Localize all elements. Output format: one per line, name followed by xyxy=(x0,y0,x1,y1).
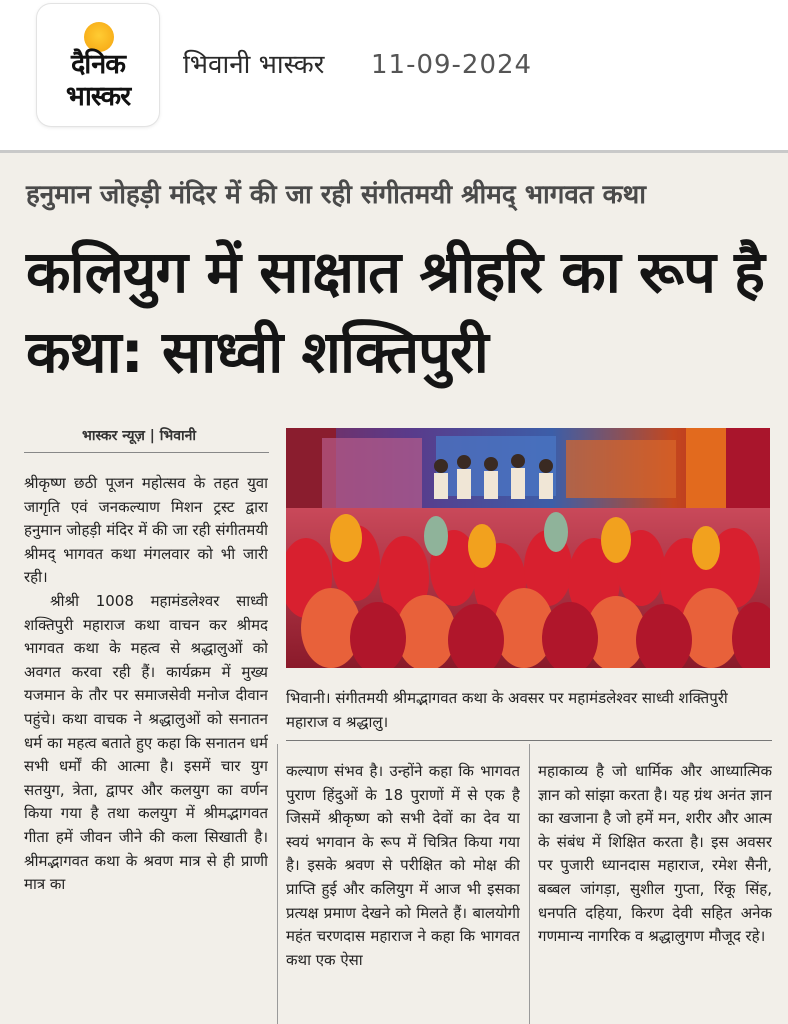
logo-text-line1: दैनिक xyxy=(70,49,126,80)
column-rule xyxy=(277,744,278,1024)
article-headline: कलियुग में साक्षात श्रीहरि का रूप है कथा: साध्वी शक्तिपुरी xyxy=(26,238,764,386)
article-byline: भास्कर न्यूज़ | भिवानी xyxy=(82,428,197,444)
article-kicker: हनुमान जोहड़ी मंदिर में की जा रही संगीतमयी श्रीमद् भागवत कथा xyxy=(26,180,646,210)
app-header xyxy=(0,0,788,150)
paragraph: महाकाव्य है जो धार्मिक और आध्यात्मिक ज्ञान को सांझा करता है। यह ग्रंथ अनंत ज्ञान का खजाना है जो हमें मन, शरीर और आत्म के संबंध में शिक्षित करता है। इस अवसर पर पुजारी ध्यानदास महाराज, रमेश सैनी, बब्बल जांगड़ा, सुशील गुप्ता, रिंकू सिंह, धनपति दहिया, किरण देवी सहित अनेक गणमान्य नागरिक व श्रद्धालुगण मौजूद रहे। xyxy=(538,762,772,946)
edition-date: 11-09-2024 xyxy=(371,50,533,80)
article-column-1 xyxy=(24,472,268,1024)
event-photo-image xyxy=(286,428,770,668)
article-column-3 xyxy=(538,760,772,1024)
dainik-bhaskar-logo[interactable] xyxy=(37,4,159,126)
paragraph: श्रीकृष्ण छठी पूजन महोत्सव के तहत युवा जागृति एवं जनकल्याण मिशन ट्रस्ट द्वारा हनुमान जोहड़ी मंदिर में की जा रही संगीतमयी श्रीमद् भागवत कथा मंगलवार को भी जारी रही। xyxy=(24,474,268,587)
column-rule xyxy=(529,744,530,1024)
paragraph: श्रीश्री 1008 महामंडलेश्वर साध्वी शक्तिपुरी महाराज कथा वाचन कर श्रीमद भागवत कथा के महत्व से श्रद्धालुओं को अवगत करवा रही हैं। कार्यक्रम में मुख्य यजमान के तौर पर समाजसेवी मनोज दीवान पहुंचे। कथा वाचक ने श्रद्धालुओं को सनातन धर्म का महत्व बताते हुए कहा कि सनातन धर्म सभी धर्मों की आत्मा है। इसमें चार युग सतयुग, त्रेता, द्वापर और कलयुग का वर्णन किया गया है तथा कलयुग में श्रीमद्भागवत गीता हमें जीवन जीने की कला सिखाती है। श्रीमद्भागवत कथा के श्रवण मात्र से ही प्राणी मात्र का xyxy=(24,591,268,894)
photo-caption: भिवानी। संगीतमयी श्रीमद्भागवत कथा के अवसर पर महामंडलेश्वर साध्वी शक्तिपुरी महाराज व श्रद्धालु। xyxy=(286,689,728,731)
logo-text-line2: भास्कर xyxy=(65,81,131,112)
byline-rule xyxy=(24,452,269,453)
sun-icon xyxy=(84,22,114,52)
caption-rule xyxy=(286,740,772,741)
article-column-2 xyxy=(286,760,520,1024)
edition-name: भिवानी भास्कर xyxy=(183,50,325,80)
paragraph: कल्याण संभव है। उन्होंने कहा कि भागवत पुराण हिंदुओं के 18 पुराणों में से एक है जिसमें श्रीकृष्ण को सभी देवों का देव या स्वयं भगवान के रूप में चित्रित किया गया है। इसके श्रवण से परीक्षित को मोक्ष की प्राप्ति हुई और कलियुग में आज भी इसका प्रत्यक्ष प्रमाण देखने को मिलते हैं। बालयोगी महंत चरणदास महाराज ने कहा कि भागवत कथा एक ऐसा xyxy=(286,762,520,969)
event-photo xyxy=(286,428,770,668)
